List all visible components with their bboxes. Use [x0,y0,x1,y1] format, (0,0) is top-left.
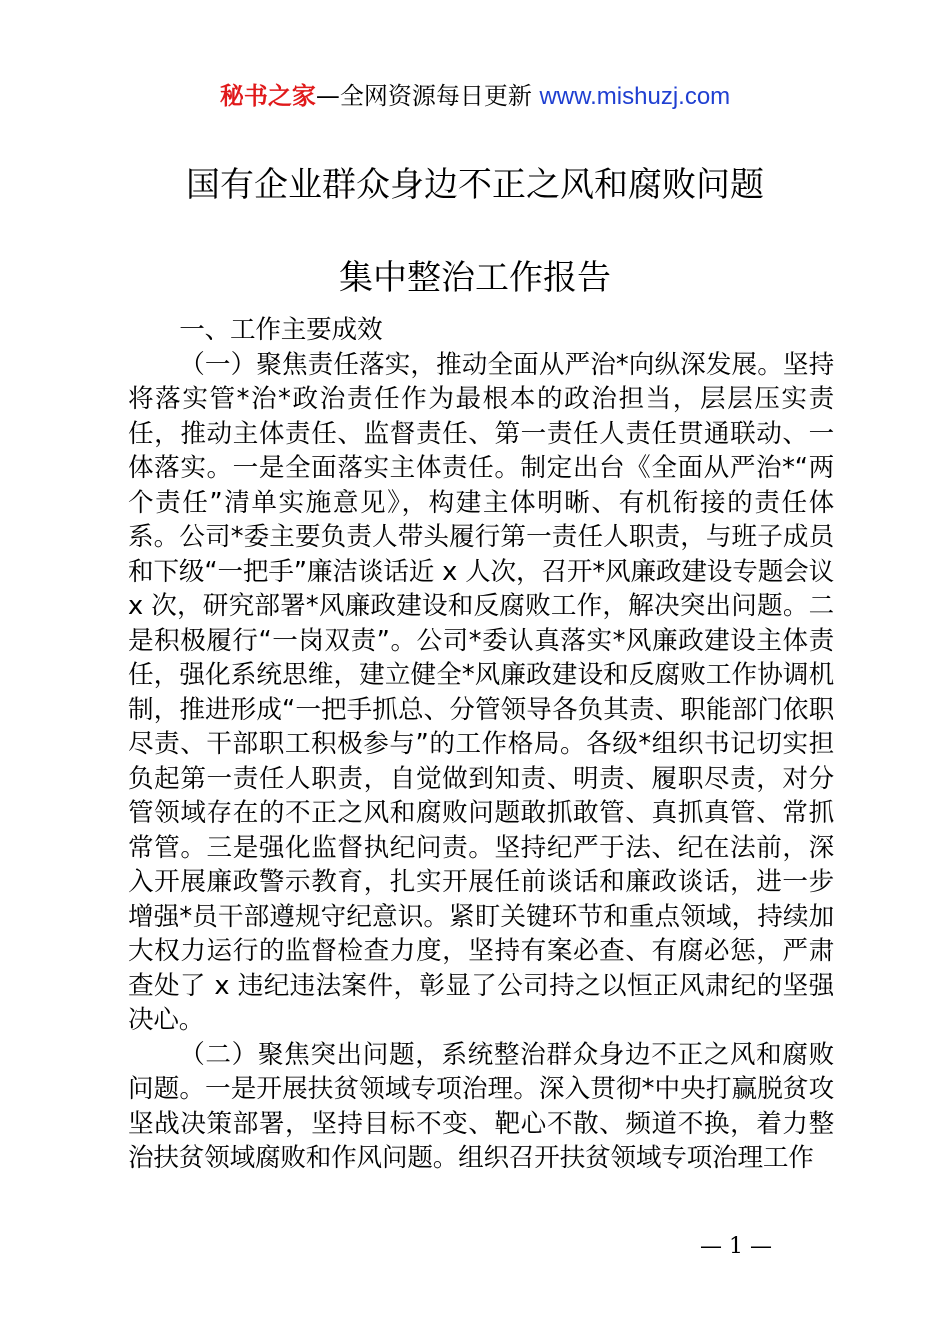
document-title-line1: 国有企业群众身边不正之风和腐败问题 [186,165,764,205]
document-title-line2: 集中整治工作报告 [339,258,611,298]
site-url[interactable]: www.mishuzj.com [539,83,731,110]
section-heading: 一、工作主要成效 [179,315,383,345]
document-body [128,313,834,1176]
banner-tagline: —全网资源每日更新 [315,82,532,110]
brand-name: 秘书之家 [219,82,316,110]
page-number: — 1 — [700,1234,772,1259]
body-paragraph-2: （二）聚焦突出问题，系统整治群众身边不正之风和腐败问题。一是开展扶贫领域专项治理。深入贯彻*中央打赢脱贫攻坚战决策部署，坚持目标不变、靶心不散、频道不换，着力整治扶贫领域腐败和作风问题。组织召开扶贫领域专项治理工作 [128,1039,834,1173]
site-banner [0,80,950,113]
body-paragraph-1: （一）聚焦责任落实，推动全面从严治*向纵深发展。坚持将落实管*治*政治责任作为最根本的政治担当，层层压实责任，推动主体责任、监督责任、第一责任人责任贯通联动、一体落实。一是全面落实主体责任。制定出台《全面从严治*“两个责任”清单实施意见》，构建主体明晰、有机衔接的责任体系。公司*委主要负责人带头履行第一责任人职责，与班子成员和下级“一把手”廉洁谈话近 x 人次，召开*风廉政建设专题会议 x 次，研究部署*风廉政建设和反腐败工作，解决突出问题。二是积极履行“一岗双责”。公司*委认真落实*风廉政建设主体责任，强化系统思维，建立健全*风廉政建设和反腐败工作协调机制，推进形成“一把手抓总、分管领导各负其责、职能部门依职尽责、干部职工积极参与”的工作格局。各级*组织书记切实担负起第一责任人职责，自觉做到知责、明责、履职尽责，对分管领域存在的不正之风和腐败问题敢抓敢管、真抓真管、常抓常管。三是强化监督执纪问责。坚持纪严于法、纪在法前，深入开展廉政警示教育，扎实开展任前谈话和廉政谈话，进一步增强*员干部遵规守纪意识。紧盯关键环节和重点领域，持续加大权力运行的监督检查力度，坚持有案必查、有腐必惩，严肃查处了 x 违纪违法案件，彰显了公司持之以恒正风肃纪的坚强决心。 [128,349,834,1035]
